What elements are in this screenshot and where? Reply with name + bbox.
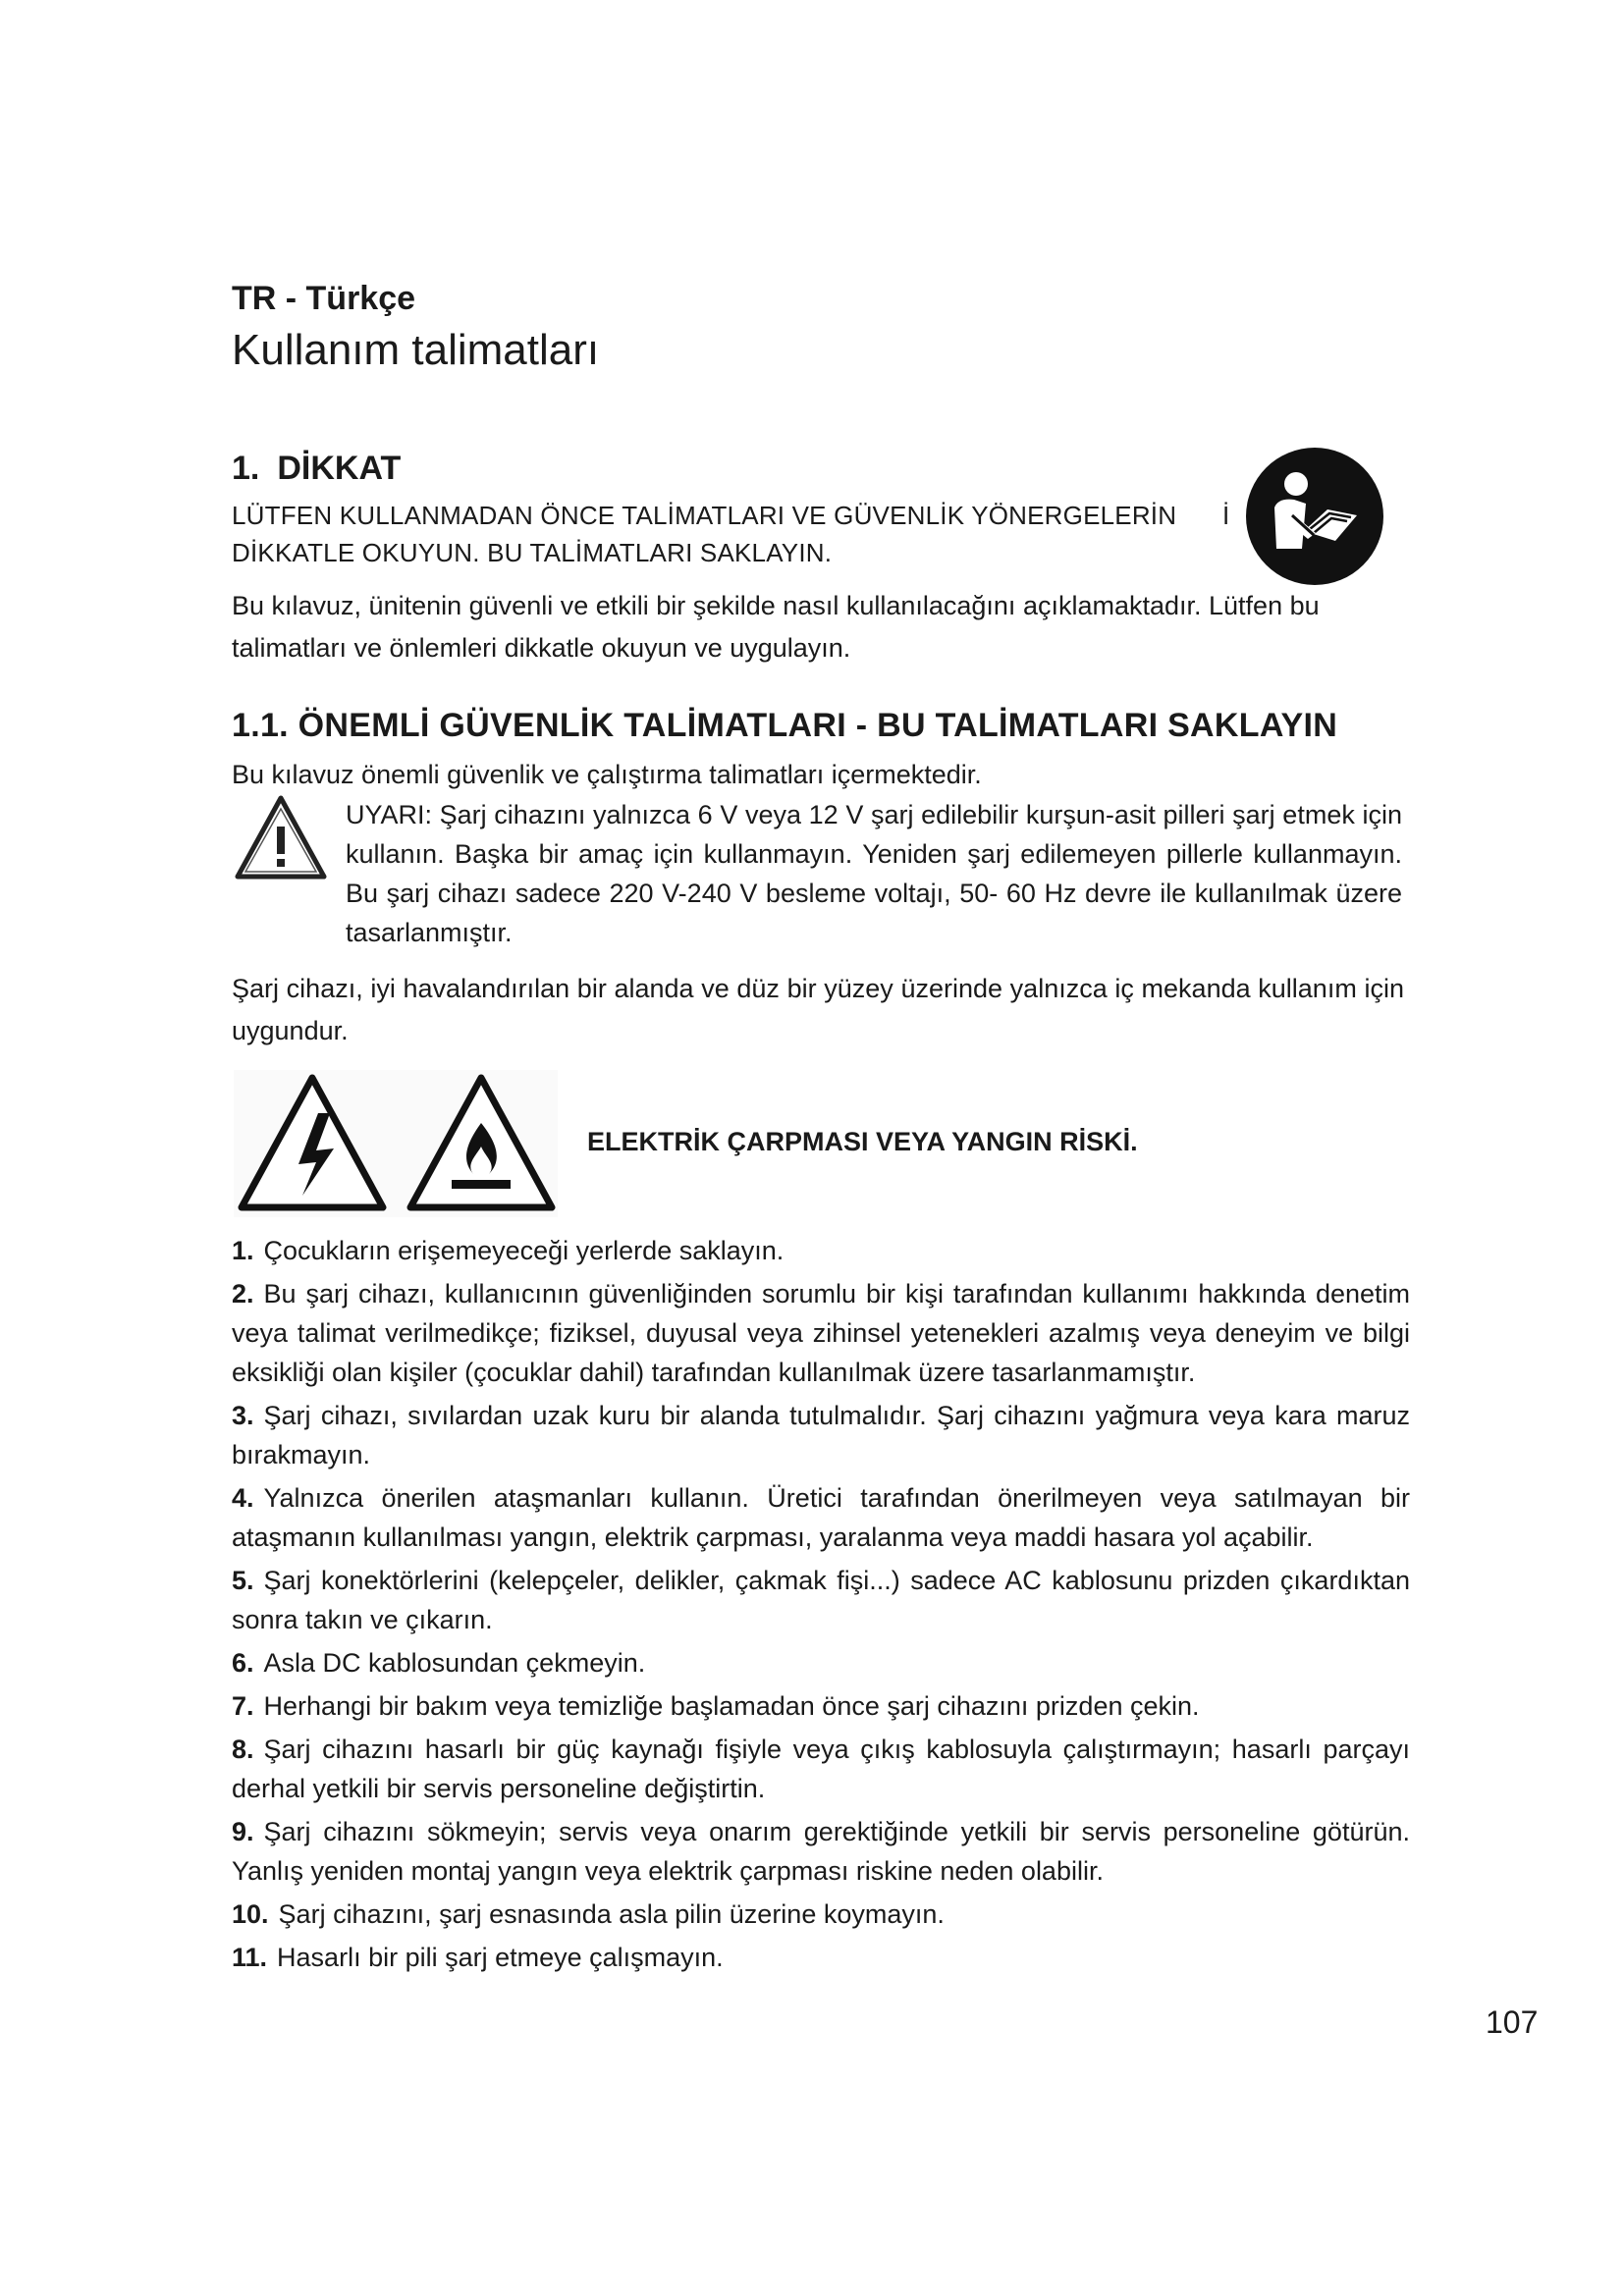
caps-warning-line-1-tail: İ bbox=[1222, 501, 1230, 530]
list-item: 3. Şarj cihazı, sıvılardan uzak kuru bir alanda tutulmalıdır. Şarj cihazını yağmura veya kara maruz bırakmayın. bbox=[232, 1401, 1410, 1469]
section-1-title: DİKKAT bbox=[277, 450, 402, 487]
document-title: Kullanım talimatları bbox=[232, 326, 600, 374]
list-item: 10. Şarj cihazını, şarj esnasında asla pilin üzerine koymayın. bbox=[232, 1899, 945, 1929]
warning-triangle-icon bbox=[234, 793, 328, 881]
section-1-1-intro: Bu kılavuz önemli güvenlik ve çalıştırma talimatları içermektedir. bbox=[232, 760, 982, 789]
warning-text: UYARI: Şarj cihazını yalnızca 6 V veya 12 V şarj edilebilir kurşun-asit pilleri şarj etmek için kullanın. Başka bir amaç için kullanmayın. Yeniden şarj edilemeyen pillerle kullanmayın. Bu şarj cihazı sadece 220 V-240 V besleme voltajı, 50- 60 Hz devre ile kullanılmak üzere tasarlanmıştır. bbox=[346, 800, 1402, 947]
section-1-heading bbox=[232, 450, 401, 488]
section-1-number: 1. bbox=[232, 450, 260, 487]
ventilation-text: Şarj cihazı, iyi havalandırılan bir alanda ve düz bir yüzey üzerinde yalnızca iç mekanda kullanım için uygundur. bbox=[232, 974, 1404, 1045]
page-number: 107 bbox=[1486, 2004, 1539, 2040]
risk-title: ELEKTRİK ÇARPMASI VEYA YANGIN RİSKİ. bbox=[587, 1127, 1138, 1156]
list-item: 4. Yalnızca önerilen ataşmanları kullanın. Üretici tarafından önerilmeyen veya satılmayan bir ataşmanın kullanılması yangın, elektrik çarpması, yaralanma veya maddi hasara yol açabilir. bbox=[232, 1483, 1410, 1552]
list-item: 1. Çocukların erişemeyeceği yerlerde saklayın. bbox=[232, 1236, 785, 1265]
safety-list bbox=[232, 1231, 1410, 1981]
section-1-intro: Bu kılavuz, ünitenin güvenli ve etkili bir şekilde nasıl kullanılacağını açıklamaktadır. Lütfen bu talimatları ve önlemleri dikkatle okuyun ve uygulayın. bbox=[232, 591, 1320, 663]
list-item: 6. Asla DC kablosundan çekmeyin. bbox=[232, 1648, 646, 1678]
list-item: 5. Şarj konektörlerini (kelepçeler, delikler, çakmak fişi...) sadece AC kablosunu prizden çıkardıktan sonra takın ve çıkarın. bbox=[232, 1566, 1410, 1634]
list-item: 9. Şarj cihazını sökmeyin; servis veya onarım gerektiğinde yetkili bir servis personeline götürün. Yanlış yeniden montaj yangın veya elektrik çarpması riskine neden olabilir. bbox=[232, 1817, 1410, 1886]
list-item: 8. Şarj cihazını hasarlı bir güç kaynağı fişiyle veya çıkış kablosuyla çalıştırmayın; hasarlı parçayı derhal yetkili bir servis personeline değiştirtin. bbox=[232, 1735, 1410, 1803]
caps-warning-line-1: LÜTFEN KULLANMADAN ÖNCE TALİMATLARI VE GÜVENLİK YÖNERGELERİN bbox=[232, 501, 1177, 530]
hazard-icons bbox=[234, 1070, 558, 1217]
list-item: 7. Herhangi bir bakım veya temizliğe başlamadan önce şarj cihazını prizden çekin. bbox=[232, 1691, 1200, 1721]
read-manual-icon bbox=[1245, 447, 1384, 586]
list-item: 2. Bu şarj cihazı, kullanıcının güvenliğinden sorumlu bir kişi tarafından kullanımı hakkında denetim veya talimat verilmedikçe; fiziksel, duyusal veya zihinsel yetenekleri azalmış veya deneyim ve bilgi eksikliği olan kişiler (çocuklar dahil) tarafından kullanılmak üzere tasarlanmamıştır. bbox=[232, 1279, 1410, 1387]
list-item: 11. Hasarlı bir pili şarj etmeye çalışmayın. bbox=[232, 1943, 724, 1972]
caps-warning-line-2: DİKKATLE OKUYUN. BU TALİMATLARI SAKLAYIN. bbox=[232, 538, 833, 567]
section-1-1-heading: 1.1. ÖNEMLİ GÜVENLİK TALİMATLARI - BU TALİMATLARI SAKLAYIN bbox=[232, 707, 1338, 744]
language-label: TR - Türkçe bbox=[232, 280, 416, 317]
